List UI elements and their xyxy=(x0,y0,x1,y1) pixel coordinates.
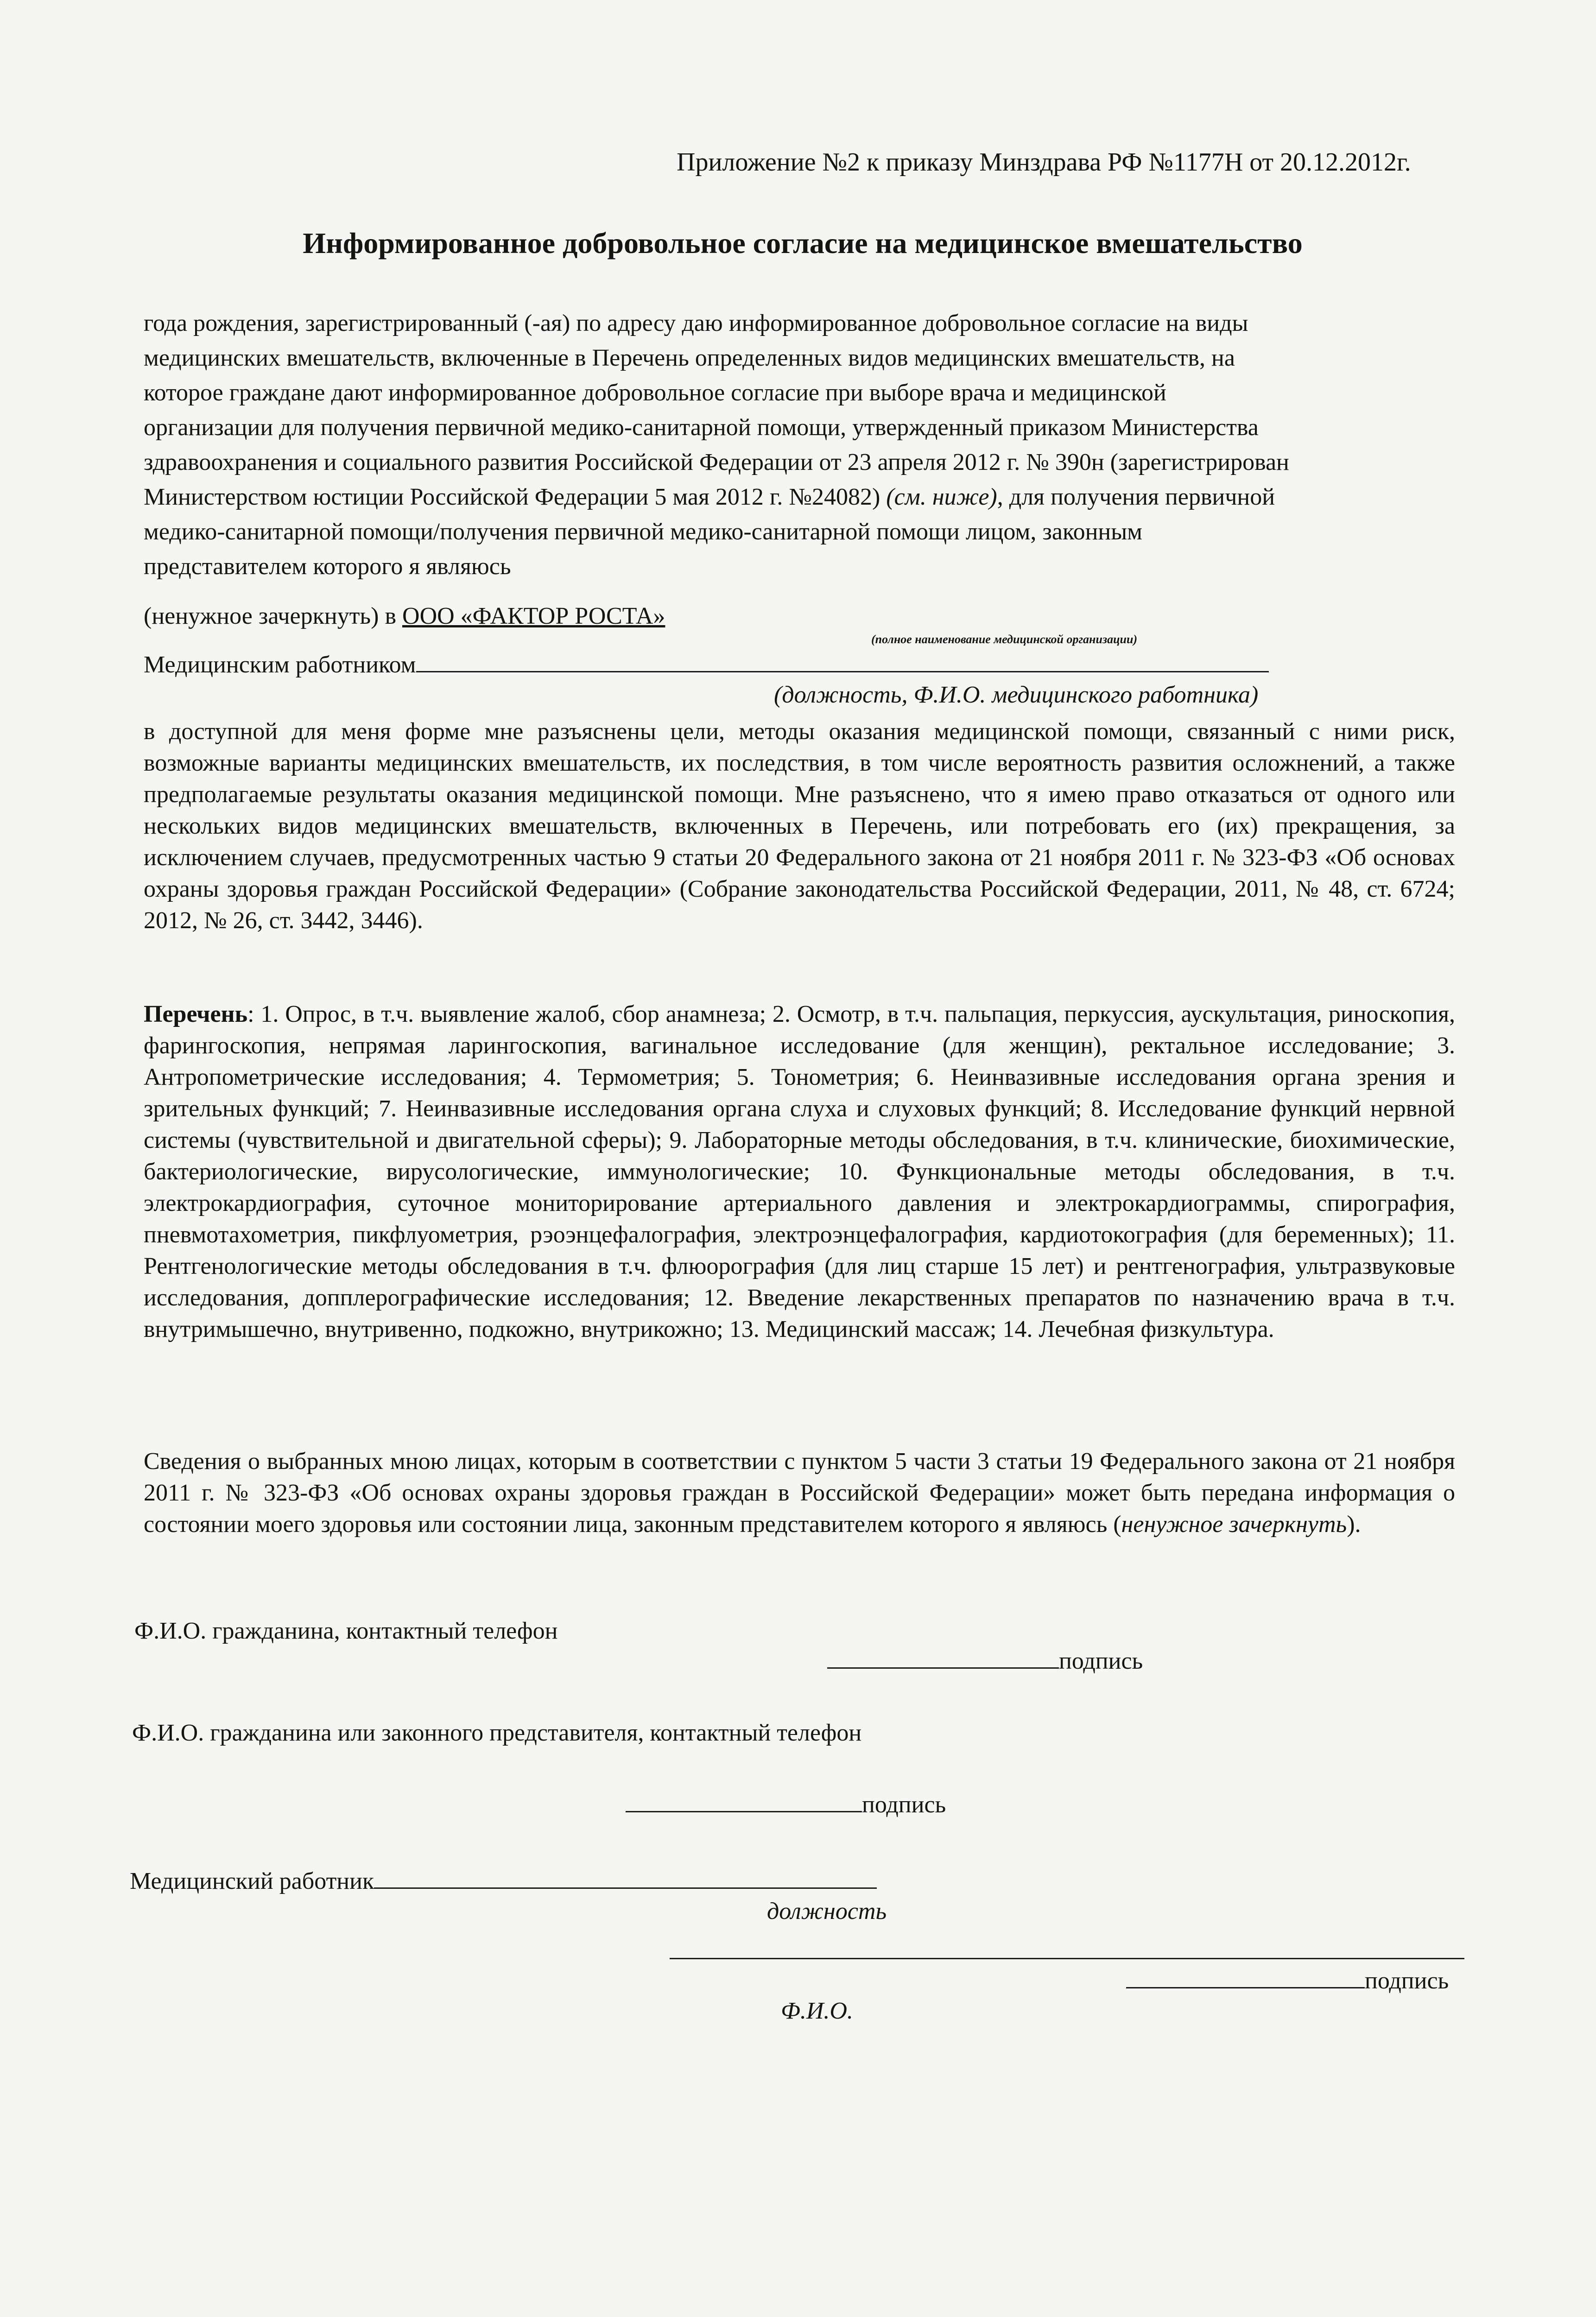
document-title: Информированное добровольное согласие на медицинское вмешательство xyxy=(303,227,1303,260)
procedures-list-text: : 1. Опрос, в т.ч. выявление жалоб, сбор анамнеза; 2. Осмотр, в т.ч. пальпация, перкуссия, аускультация, риноскопия, фарингоскопия, непрямая ларингоскопия, вагинальное исследование (для женщин), ректальное исследование; 3. Антропометрические исследования; 4. Термометрия; 5. Тонометрия; 6. Неинвазивные исследования органа зрения и зрительных функций; 7. Неинвазивные исследования органа слуха и слуховых функций; 8. Исследование функций нервной системы (чувствительной и двигательной сферы); 9. Лабораторные методы обследования, в т.ч. клинические, биохимические, бактериологические, вирусологические, иммунологические; 10. Функциональные методы обследования, в т.ч. электрокардиография, суточное мониторирование артериального давления и электрокардиограммы, спирография, пневмотахометрия, пикфлуометрия, рэоэнцефалография, электроэнцефалография, кардиотокография (для беременных); 11. Рентгенологические методы обследования в т.ч. флюорография (для лиц старше 15 лет) и рентгенография, ультразвуковые исследования, допплерографические исследования; 12. Введение лекарственных препаратов по назначению врача в т.ч. внутримышечно, внутривенно, подкожно, внутрикожно; 13. Медицинский массаж; 14. Лечебная физкультура. xyxy=(144,1001,1455,1342)
intro-line xyxy=(144,480,1450,514)
citizen-signature-blank[interactable] xyxy=(827,1667,1059,1669)
fio-caption: Ф.И.О. xyxy=(781,1998,853,2024)
procedures-list-label: Перечень xyxy=(144,1001,248,1027)
intro-line: здравоохранения и социального развития Российской Федерации от 23 апреля 2012 г. № 390н (зарегистрирован xyxy=(144,449,1289,475)
trusted-persons-paragraph xyxy=(144,1446,1455,1540)
intro-line: представителем которого я являюсь xyxy=(144,553,511,580)
representative-label: Ф.И.О. гражданина или законного представителя, контактный телефон xyxy=(132,1720,862,1746)
fio-blank[interactable] xyxy=(670,1958,1464,1959)
organization-line xyxy=(144,602,665,630)
citizen-signature xyxy=(827,1647,1143,1675)
medical-worker-signature xyxy=(1126,1967,1449,1994)
medical-worker-sign-line xyxy=(130,1868,877,1895)
organization-caption: (полное наименование медицинской организации) xyxy=(871,633,1138,646)
explanation-paragraph: в доступной для меня форме мне разъяснены цели, методы оказания медицинской помощи, связанный с ними риск, возможные варианты медицинских вмешательств, их последствия, в том числе вероятность развития осложнений, а также предполагаемые результаты оказания медицинской помощи. Мне разъяснено, что я имею право отказаться от одного или нескольких видов медицинских вмешательств, включенных в Перечень, или потребовать его (их) прекращения, за исключением случаев, предусмотренных частью 9 статьи 20 Федерального закона от 21 ноября 2011 г. № 323-ФЗ «Об основах охраны здоровья граждан Российской Федерации» (Собрание законодательства Российской Федерации, 2011, № 48, ст. 6724; 2012, № 26, ст. 3442, 3446). xyxy=(144,718,1455,934)
see-below-note: (см. ниже) xyxy=(886,484,997,510)
medical-worker-line xyxy=(144,651,1269,678)
appendix-reference: Приложение №2 к приказу Минздрава РФ №1177Н от 20.12.2012г. xyxy=(677,148,1411,177)
signature-label: подпись xyxy=(1365,1968,1449,1994)
medical-worker-label: Медицинским работником xyxy=(144,652,416,678)
medical-worker-position-blank[interactable] xyxy=(374,1887,877,1889)
representative-signature-blank[interactable] xyxy=(626,1811,862,1812)
strike-unneeded-note: ненужное зачеркнуть xyxy=(1121,1511,1347,1538)
medical-worker-sign-label: Медицинский работник xyxy=(130,1868,374,1894)
intro-line: года рождения, зарегистрированный (-ая) по адресу даю информированное добровольное согласие на виды xyxy=(144,310,1248,336)
organization-name: ООО «ФАКТОР РОСТА» xyxy=(402,603,665,629)
position-caption: должность xyxy=(767,1898,887,1925)
intro-line: медико-санитарной помощи/получения первичной медико-санитарной помощи лицом, законным xyxy=(144,519,1143,545)
intro-line: которое граждане дают информированное добровольное согласие при выборе врача и медицинской xyxy=(144,380,1166,406)
signature-label: подпись xyxy=(1059,1648,1143,1674)
trusted-persons-end: ). xyxy=(1347,1511,1361,1538)
medical-worker-caption: (должность, Ф.И.О. медицинского работника) xyxy=(774,682,1259,708)
citizen-label: Ф.И.О. гражданина, контактный телефон xyxy=(134,1618,558,1644)
organization-prefix: (ненужное зачеркнуть) в xyxy=(144,603,403,629)
intro-line: медицинских вмешательств, включенные в Перечень определенных видов медицинских вмешательств, на xyxy=(144,345,1235,371)
signature-label: подпись xyxy=(862,1792,946,1818)
intro-line: организации для получения первичной медико-санитарной помощи, утвержденный приказом Министерства xyxy=(144,414,1259,441)
medical-worker-blank[interactable] xyxy=(416,671,1269,672)
medical-worker-signature-blank[interactable] xyxy=(1126,1987,1365,1988)
procedures-list-paragraph xyxy=(144,999,1455,1345)
representative-signature xyxy=(626,1791,946,1818)
intro-line-text: Министерством юстиции Российской Федерации 5 мая 2012 г. №24082) xyxy=(144,484,887,510)
intro-line-tail: , для получения первичной xyxy=(997,484,1275,510)
intro-paragraph xyxy=(144,306,1450,584)
trusted-persons-text: Сведения о выбранных мною лицах, которым в соответствии с пунктом 5 части 3 статьи 19 Федерального закона от 21 ноября 2011 г. № 323-ФЗ «Об основах охраны здоровья граждан в Российской Федерации» может быть передана информация о состоянии моего здоровья или состоянии лица, законным представителем которого я являюсь ( xyxy=(144,1448,1455,1538)
